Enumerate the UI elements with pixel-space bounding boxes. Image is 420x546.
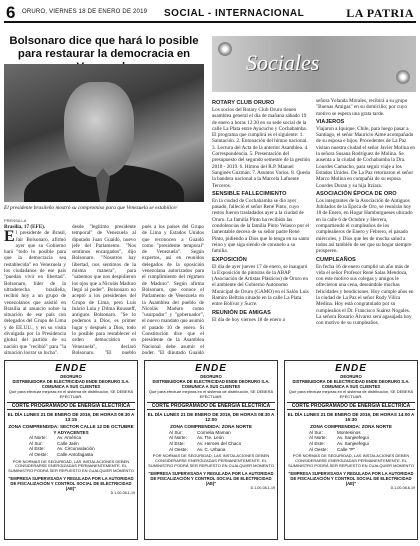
- power-cut-notice: [284, 360, 418, 540]
- notice-bar: CORTE PROGRAMADO DE ENERGÍA ELÉCTRICA: [287, 402, 415, 410]
- boundary-street: Calle "P": [337, 446, 356, 452]
- article-column-2: desde "legítimo presidente temporal" de Venezuela al diputado Juan Guaidó, nuevo jefe del Parlamento. "Nos sentimos encargados", dijo Bolsonaro. "Nosotros hay libertad, nos sentimos de la misma manera", para "sabemos que nos despidieron los ojos que a Nicolás Maduro llegó al poder". Bolsonaro no aceptó a los presidentes del Grupo de Lima, pero Luis Inácio Lula y Dilma Rousseff, antiguos Bolsonaro. "Se lo podemos a Dios, es primer lugar y después a Dios, todo lo posible para restablecer el orden democrático en Venezuela", declaró Bolsonaro. "El pueblo: [72, 224, 136, 354]
- notice-zone: ZONA COMPRENDIDA: SECTOR CALLE 12 DE OCTUBRE Y ADYACENTES: [8, 424, 134, 435]
- boundary-direction: Al Oeste:: [169, 446, 188, 452]
- notice-intro: Que para efectuar mejoras en el sistema de distribución, SE DEBERÁ EFECTUAR:: [148, 389, 274, 399]
- issue-date: ORURO, VIERNES 18 DE ENERO DE 2019: [22, 9, 148, 15]
- article-column-1: [4, 224, 66, 354]
- sociales-heading: VIAJEROS: [316, 118, 345, 125]
- boundary-direction: Al Este:: [309, 441, 325, 446]
- sociales-text: Los socios del Rotary Club Oruro tienen asamblea general el día de mañana sábado 19 de enero a horas 12:30 en su sede social de la calle La Plata entre Ayacucho y Cochabamba. El programa que cumplirá es el siguiente: 1. Salutación. 2. Entonación del himno nacional. 3. Lectura del Acta de la anterior Asamblea. 4. Correspondencia. 5. Presentación del presupuesto del segundo semestre de la gestión 2018 - 2019. 6. Himno del R.P. Manuel Sanginés Guzmán. 7. Asuntos Varios. 8. Queda la bandera nacional a la Marcela Lafuente Terceros.: [212, 107, 310, 189]
- sociales-text: Viajaron a Iquique, Chile, para luego pasar a Santiago, el señor Mauricio Aime acompañado de su esposa e hijos. Procedentes de La Paz visitan nuestra ciudad el señor Javier Molina en la señora Susana Rodríguez de Molina. Se ausenta a la ciudad de Cochabamba la Dra. Lourdes Camacho, para seguir viaje a los Estados Unidos. De La Paz retornaron el señor Marco Molina en compañía de su esposa Lourdes Duran y su hija Itziara.: [316, 125, 415, 189]
- boundary-street: Av. Heroes del Chaco: [197, 441, 242, 446]
- notice-footer: POR NORMAS DE SEGURIDAD, LAS INSTALACIONES DEBEN CONSIDERARSE ENERGIZADAS PERMANENTEMENTE. EL SUMINISTRO PODRÁ SER REPUESTO EN CUALQUIER MOMENTO: [288, 453, 414, 468]
- power-cut-notice: [4, 360, 138, 540]
- boundary-street: Av. C. Urbana: [197, 446, 226, 452]
- notice-schedule: EL DÍA LUNES 21 DE ENERO DE 2019, DE HORAS 14:00 A 16:30: [287, 411, 415, 422]
- boundary-direction: Al Norte:: [29, 435, 47, 441]
- notice-title: DISTRIBUIDORA DE ELECTRICIDAD ENDE DEORURO S.A. COMUNICA A SUS CLIENTES: [12, 379, 130, 389]
- notice-slogan: "EMPRESA SUPERVISADA Y REGULADA POR LA AUTORIDAD DE FISCALIZACIÓN Y CONTROL SOCIAL DE ELECTRICIDAD (AE)": [8, 475, 134, 491]
- boundary-direction: Al Sur:: [169, 429, 183, 435]
- page-header: [4, 5, 416, 23]
- sociales-text: En fecha 16 de enero cumplió un año más de vida el señor Profesor René Salas Mendoza, con este motivo sus colegas y amigos le ofrecieron una cena, deseándole muchas felicidades y bendiciones. Hoy cumple años en la ciudad de La Paz el señor Rudy Villca Medina. Hoy está congratulado por su cumpleaños el Dr. Francisco Suárez Nogales. La señora Rosario Álvarez será agasajada hoy con motivo de su cumpleaños.: [316, 263, 414, 327]
- boundary-street: Montesinos: [337, 429, 361, 435]
- boundary-direction: Al Sur:: [29, 440, 43, 446]
- boundary-street: Av. Circunvalación: [57, 446, 95, 452]
- section-title: SOCIAL - INTERNACIONAL: [164, 8, 305, 19]
- boundary-street: Av. Tte. León: [197, 435, 224, 441]
- notice-zone: ZONA COMPRENDIDA: ZONA NORTE: [310, 424, 392, 430]
- ende-company: DEORURO: [200, 374, 222, 379]
- page-number: 6: [6, 3, 16, 22]
- dropcap: E: [4, 228, 15, 246]
- boundary-direction: Al Norte:: [169, 435, 187, 441]
- sociales-heading: SENSIBLE FALLECIMIENTO: [212, 190, 287, 197]
- photo-caption: El presidente brasileño mostró su compromiso para que Venezuela se estabilice/: [4, 205, 178, 211]
- boundary-direction: Al Este:: [169, 441, 185, 446]
- sociales-text: El día de ayer jueves 17 de enero, se inauguró la Exposición de pinturas de la ABAP (Asociación de Artistas Plásticos) de Oruro en el ambiente del Gobierno Autónomo Municipal de Oruro (GAMO) en el Salón Luis Ramiro Beltrán situado en la calle La Plata entre Bolívar y Sucre.: [212, 263, 309, 308]
- boundary-direction: Al Este:: [29, 446, 45, 452]
- sociales-text: En la ciudad de Cochabamba se dio ayer pasado, falleció el señor René Pinto, cuyo restos fueron trasladados ayer a la ciudad de Oruro. La familia Pinto ha recibido las condolencias de la familia Pinto Velasco por el lamentable deceso de su señor padre René Pinto, pidiendo a Dios que lo tenga en su santo reino y que siga siendo de consuelo a su familia.: [212, 197, 310, 255]
- sociales-text: Los integrantes de la Asociación de Antiguos Jubilados de la Época de Oro, se reunirán hoy 18 de Enero, en Hogar Hamburgueses ubicado en la calle 6 de Octubre y Herrera, compartiendo el cumpleaños de los cumpleañeros de Enero y Febrero, el pasado miércoles, y Dios que les de mucha salud a todos así también de ser que su hogar siempre prosperen.: [316, 197, 413, 255]
- sociales-column-2: [316, 98, 416, 356]
- notice-footer: POR NORMAS DE SEGURIDAD, LAS INSTALACIONES DEBEN CONSIDERARSE ENERGIZADAS PERMANENTEMENTE. EL SUMINISTRO PODRÁ SER REPUESTO EN CUALQUIER MOMENTO: [8, 458, 134, 474]
- photo-figure-head: [64, 82, 134, 177]
- notice-code: D.1-00-08-6-19: [390, 485, 415, 490]
- notice-code: D.1-00-08-1-19: [250, 485, 275, 490]
- boundary-street: Calle Jaén: [57, 440, 79, 446]
- article-photo: [4, 64, 204, 202]
- notice-footer: POR NORMAS DE SEGURIDAD, LAS INSTALACIONES DEBEN CONSIDERARSE ENERGIZADAS PERMANENTEMENTE. EL SUMINISTRO PODRÁ SER REPUESTO EN CUALQUIER MOMENTO: [148, 453, 274, 468]
- sociales-text: señora Yolanda Morales, recibirá a su grupo "Buenas Amigas" en su domicilio; por cuyo motivo se espera una grata tarde.: [316, 98, 408, 117]
- power-cut-notice: [144, 360, 278, 540]
- notice-schedule: EL DÍA LUNES 21 DE ENERO DE 2019, DE HORAS 08:30 A 12:00: [147, 411, 275, 422]
- newspaper-logo: LA PATRIA: [346, 6, 414, 20]
- ende-logo: ENDE: [195, 363, 227, 374]
- article-column-3: pués a los países del Grupo de Lima y Estados Unidos que reconocen a Guaidó como "presidente temporal" de Venezuela". Según expertos, así en reunidos delegados de la oposición venezolana autorizados para el cumplimiento del régimen de Maduro". Según afirma Bolsonaro, que conoce el Parlamento de Venezuela en la Asamblea del pueblo de Nicolás Maduro como "usurpador" y "gobernador", el nuevo mandato que asumió el pasado 10 de enero. Si Constitución dice que el presidente de la Asamblea Nacional debe asumir el poder. "El diputado Guaidó: [142, 224, 204, 354]
- boundary-street: Av. Sanjeefegui: [337, 435, 369, 441]
- sociales-heading: REUNIÓN DE AMIGAS: [212, 309, 271, 316]
- notice-bar: CORTE PROGRAMADO DE ENERGÍA ELÉCTRICA: [7, 402, 135, 410]
- photo-credit: PRENSA LA: [4, 218, 27, 223]
- sociales-text: El día de hoy viernes 18 de enero a: [212, 316, 285, 323]
- boundary-direction: Al Norte:: [309, 435, 327, 441]
- notice-boundary-row: [287, 447, 415, 453]
- article-headline: Bolsonaro dice que hará lo posible para restaurar la democracia en: [9, 35, 199, 60]
- boundary-street: Av. América: [57, 435, 82, 441]
- notice-intro: Que para efectuar mejoras en el sistema de distribución, SE DEBERÁ EFECTUAR:: [8, 389, 134, 399]
- notice-bar: CORTE PROGRAMADO DE ENERGÍA ELÉCTRICA: [147, 402, 275, 410]
- article-dateline: Brasilia, 17 (EFE).: [4, 224, 46, 230]
- sociales-banner: [212, 36, 416, 92]
- boundary-direction: Al Oeste:: [309, 446, 328, 452]
- flower-icon: [396, 70, 410, 84]
- sociales-heading: CUMPLEAÑOS: [316, 256, 356, 263]
- sociales-heading: EXPOSICIÓN: [212, 256, 247, 263]
- ende-logo: ENDE: [335, 363, 367, 374]
- notice-boundary-row: [7, 452, 135, 458]
- notice-title: DISTRIBUIDORA DE ELECTRICIDAD ENDE DEORURO S.A. COMUNICA A SUS CLIENTES: [152, 379, 270, 389]
- notice-intro: Que para efectuar mejoras en el sistema de distribución, SE DEBERÁ EFECTUAR:: [288, 389, 414, 399]
- notice-zone: ZONA COMPRENDIDA: ZONA NORTE: [170, 424, 252, 430]
- notice-slogan: "EMPRESA SUPERVISADA Y REGULADA POR LA AUTORIDAD DE FISCALIZACIÓN Y CONTROL SOCIAL DE ELECTRICIDAD (AE)": [148, 470, 274, 486]
- article-text-1: El presidente de Brasil, Jair Bolsonaro, afirmó ayer que su Gobierno hará "todo lo posible para que la democracia sea restablecida" en Venezuela y los ciudadanos de ese país "puedan vivir en libertad". Bolsonaro, líder de la ultraderecha brasileña, recibió hoy a un grupo de venezolanos que asistió en Brasilia al anuncio sobre la situación de ese país con delegados del Grupo de Lima y de EE.UU., y en su visita divulgada por la Presidencia global del partido de su nación que "recibió" para "la situación lograr su lucha".: [4, 228, 66, 354]
- boundary-direction: Al Sur:: [309, 429, 323, 435]
- notice-slogan: "EMPRESA SUPERVISADA Y REGULADA POR LA AUTORIDAD DE FISCALIZACIÓN Y CONTROL SOCIAL DE ELECTRICIDAD (AE)": [288, 470, 414, 486]
- notice-code: D.1-00-08-1-19: [110, 490, 135, 495]
- ende-company: DEORURO: [60, 374, 82, 379]
- sociales-column-1: [212, 98, 310, 356]
- notice-schedule: EL DÍA LUNES 21 DE ENERO DE 2019, DE HORAS 09:30 A 13:15: [7, 411, 135, 422]
- ende-logo: ENDE: [55, 363, 87, 374]
- notice-boundary-row: [147, 447, 275, 453]
- sociales-title: Sociales: [246, 50, 320, 75]
- boundary-street: Calle Antofagasta: [57, 452, 94, 457]
- ende-company: DEORURO: [340, 374, 362, 379]
- sociales-heading: ROTARY CLUB ORURO: [212, 100, 275, 106]
- flower-icon: [218, 42, 232, 56]
- boundary-street: Cornelia Maman: [197, 429, 231, 435]
- sociales-heading: ASOCIACIÓN ÉPOCA DE ORO: [316, 190, 397, 197]
- boundary-direction: Al Oeste:: [29, 452, 48, 457]
- notice-title: DISTRIBUIDORA DE ELECTRICIDAD ENDE DEORURO S.A. COMUNICA A SUS CLIENTES: [292, 379, 410, 389]
- boundary-street: Av. Sanjeefegui: [337, 441, 369, 446]
